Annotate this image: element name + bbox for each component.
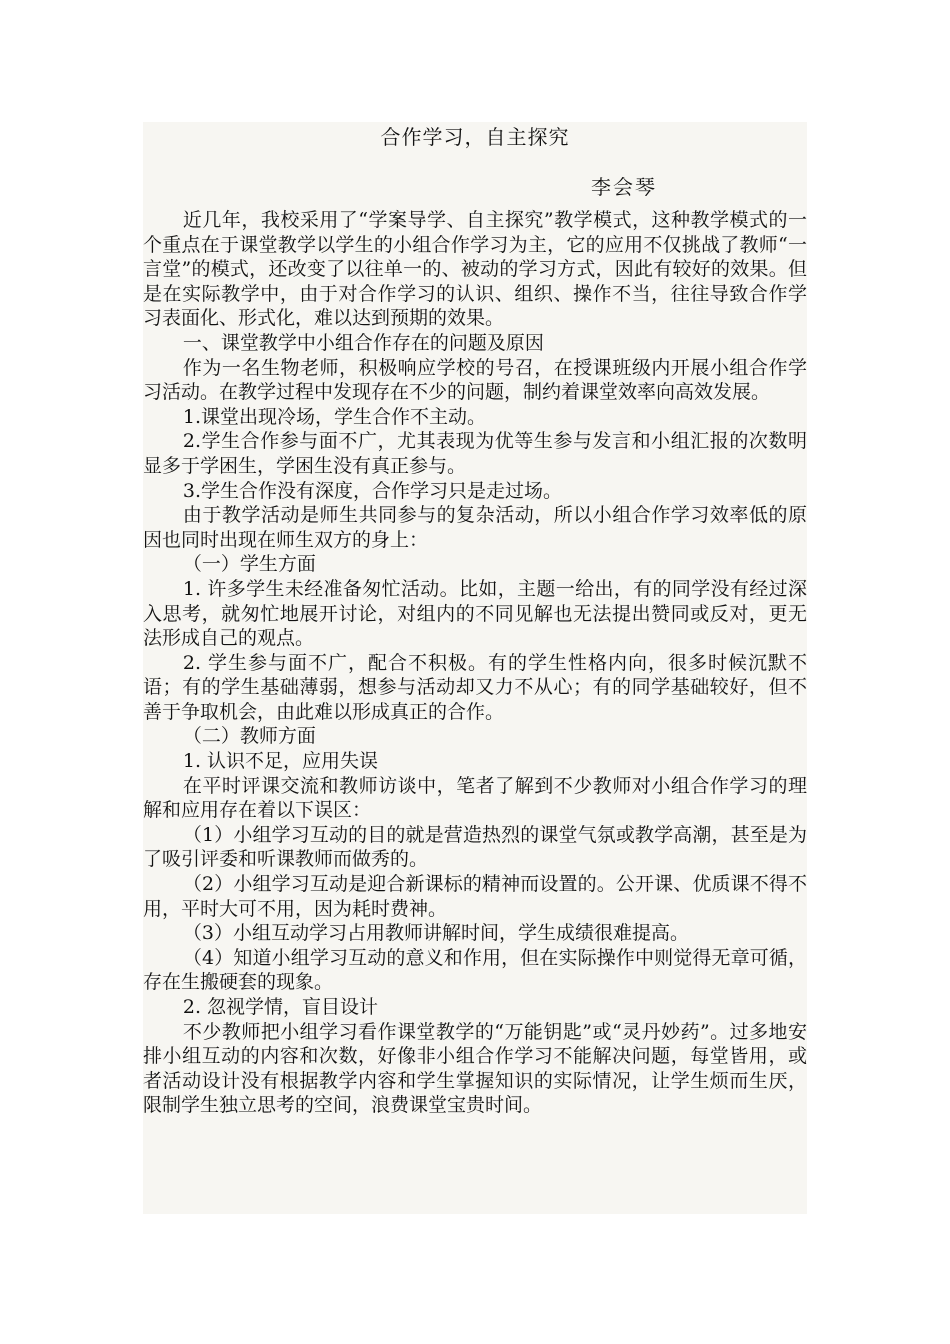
list-item: （4）知道小组学习互动的意义和作用，但在实际操作中则觉得无章可循，存在生搬硬套的现象。 bbox=[143, 946, 807, 994]
list-item: 1. 认识不足，应用失误 bbox=[182, 750, 379, 773]
list-item: 2.学生合作参与面不广，尤其表现为优等生参与发言和小组汇报的次数明显多于学困生，学困生没有真正参与。 bbox=[143, 430, 807, 477]
section-heading-1: 一、课堂教学中小组合作存在的问题及原因 bbox=[182, 331, 544, 354]
document-title: 合作学习，自主探究 bbox=[380, 125, 570, 149]
list-item: （1）小组学习互动的目的就是营造热烈的课堂气氛或教学高潮，甚至是为了吸引评委和听课教师而做秀的。 bbox=[143, 823, 807, 871]
document-page bbox=[143, 122, 807, 1214]
list-item: 3.学生合作没有深度，合作学习只是走过场。 bbox=[182, 479, 563, 502]
paragraph: 由于教学活动是师生共同参与的复杂活动，所以小组合作学习效率低的原因也同时出现在师生双方的身上： bbox=[143, 504, 807, 551]
list-item: （3）小组互动学习占用教师讲解时间，学生成绩很难提高。 bbox=[182, 922, 689, 945]
document-author: 李会琴 bbox=[591, 175, 657, 199]
paragraph: 不少教师把小组学习看作课堂教学的“万能钥匙”或“灵丹妙药”。过多地安排小组互动的内容和次数，好像非小组合作学习不能解决问题，每堂皆用，或者活动设计没有根据教学内容和学生掌握知识的实际情况，让学生烦而生厌，限制学生独立思考的空间，浪费课堂宝贵时间。 bbox=[143, 1020, 807, 1117]
list-item: 2. 忽视学情，盲目设计 bbox=[182, 996, 379, 1018]
document-body bbox=[143, 208, 807, 1118]
list-item: 2. 学生参与面不广，配合不积极。有的学生性格内向，很多时候沉默不语；有的学生基础薄弱，想参与活动却又力不从心；有的同学基础较好，但不善于争取机会，由此难以形成真正的合作。 bbox=[143, 651, 807, 723]
paragraph-intro: 近几年，我校采用了“学案导学、自主探究”教学模式，这种教学模式的一个重点在于课堂教学以学生的小组合作学习为主，它的应用不仅挑战了教师“一言堂”的模式，还改变了以往单一的、被动的学习方式，因此有较好的效果。但是在实际教学中，由于对合作学习的认识、组织、操作不当，往往导致合作学习表面化、形式化，难以达到预期的效果。 bbox=[143, 209, 807, 330]
subsection-heading-students: （一）学生方面 bbox=[182, 553, 316, 576]
paragraph: 作为一名生物老师，积极响应学校的号召，在授课班级内开展小组合作学习活动。在教学过程中发现存在不少的问题，制约着课堂效率向高效发展。 bbox=[143, 356, 807, 404]
list-item: 1.课堂出现冷场，学生合作不主动。 bbox=[182, 405, 487, 428]
list-item: （2）小组学习互动是迎合新课标的精神而设置的。公开课、优质课不得不用，平时大可不用，因为耗时费神。 bbox=[143, 873, 807, 920]
list-item: 1. 许多学生未经准备匆忙活动。比如，主题一给出，有的同学没有经过深入思考，就匆忙地展开讨论，对组内的不同见解也无法提出赞同或反对，更无法形成自己的观点。 bbox=[143, 577, 807, 650]
subsection-heading-teachers: （二）教师方面 bbox=[182, 725, 316, 748]
paragraph: 在平时评课交流和教师访谈中，笔者了解到不少教师对小组合作学习的理解和应用存在着以下误区： bbox=[143, 774, 807, 822]
